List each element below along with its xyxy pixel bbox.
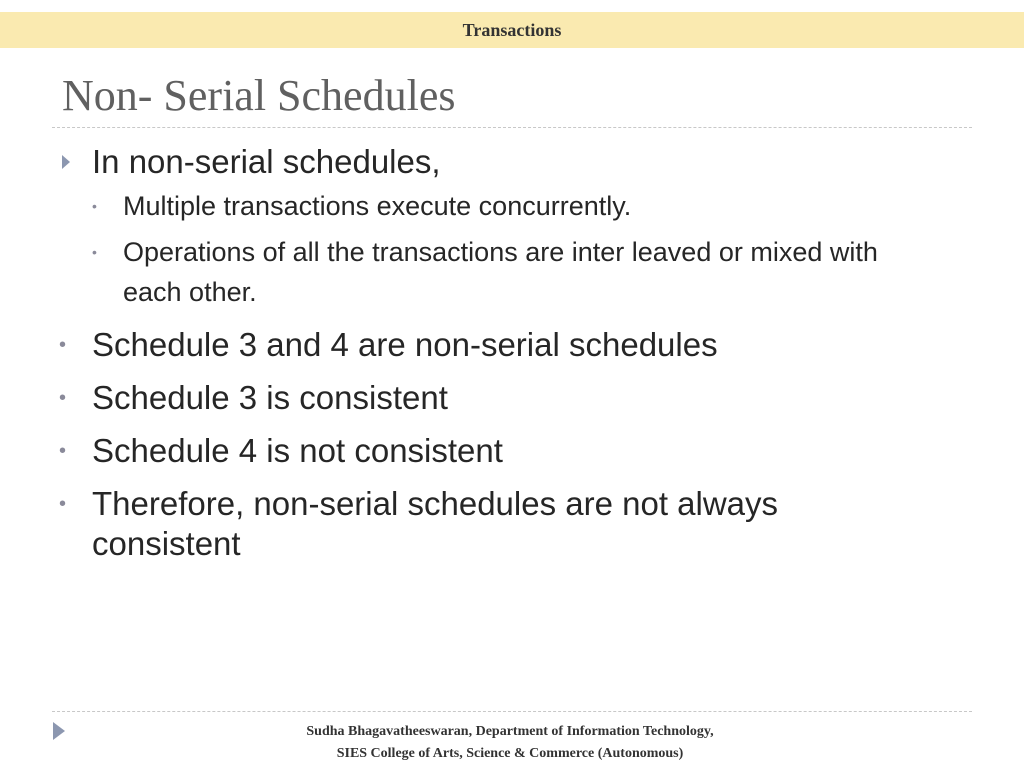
dot-bullet-icon: • (59, 493, 67, 515)
footer-credit (200, 721, 820, 765)
sub-bullet-concurrent (0, 186, 883, 226)
header-band (0, 12, 1024, 48)
bullet-schedule-3 (0, 378, 892, 418)
dot-bullet-icon: • (92, 198, 97, 214)
dot-bullet-icon: • (59, 387, 67, 409)
footer-line-author: Sudha Bhagavatheeswaran, Department of Information Technology, (306, 724, 714, 739)
bullet-text: Schedule 3 is consistent (92, 379, 448, 416)
slide-title: Non- Serial Schedules (62, 71, 456, 120)
bullet-text: Multiple transactions execute concurrently. (123, 191, 632, 221)
footer-arrow-icon (53, 722, 65, 740)
dot-bullet-icon: • (59, 440, 67, 462)
header-label: Transactions (462, 19, 562, 40)
dot-bullet-icon: • (92, 244, 97, 260)
bullet-schedule-4 (0, 431, 892, 471)
bullet-text: Schedule 4 is not consistent (92, 432, 503, 469)
bullet-text: Therefore, non-serial schedules are not always consistent (92, 485, 779, 562)
bullet-text: Operations of all the transactions are inter leaved or mixed with each other. (123, 237, 878, 307)
bullet-conclusion (0, 484, 892, 564)
bullet-intro (0, 142, 892, 182)
footer-divider (52, 711, 972, 712)
arrow-bullet-icon (62, 155, 70, 169)
sub-bullet-interleaved (0, 232, 883, 312)
title-divider (52, 127, 972, 128)
footer-line-college: SIES College of Arts, Science & Commerce (Autonomous) (336, 746, 684, 761)
dot-bullet-icon: • (59, 334, 67, 356)
slide-content (0, 142, 1024, 564)
bullet-text: Schedule 3 and 4 are non-serial schedules (92, 326, 718, 363)
bullet-schedule-3-4 (0, 325, 892, 365)
bullet-text: In non-serial schedules, (92, 143, 441, 180)
